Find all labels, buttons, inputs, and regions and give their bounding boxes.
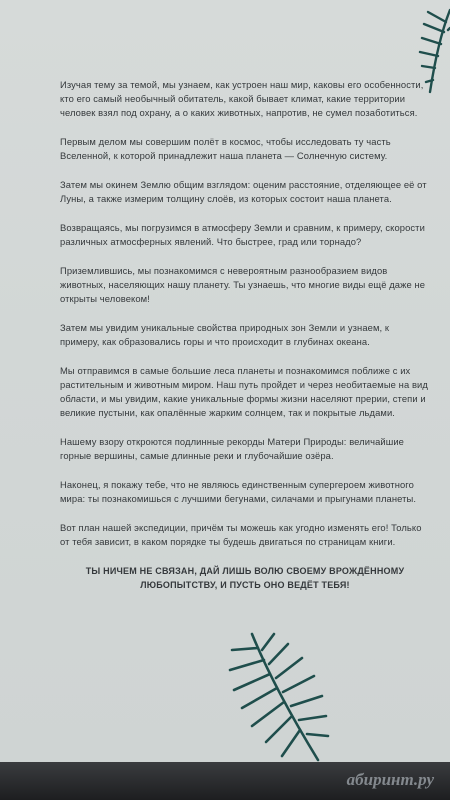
paragraph: Нашему взору откроются подлинные рекорды Матери Природы: величайшие горные вершины, самые длинные реки и глубочайшие озёра. (60, 436, 404, 461)
paragraph: Затем мы увидим уникальные свойства природных зон Земли и узнаем, к примеру, как образовались горы и что происходит в глубинах океана. (60, 322, 390, 347)
paragraph: Первым делом мы совершим полёт в космос, чтобы исследовать ту часть Вселенной, к которой принадлежит наша планета — Солнечную систему. (60, 136, 391, 161)
closing-slogan: ТЫ НИЧЕМ НЕ СВЯЗАН, ДАЙ ЛИШЬ ВОЛЮ СВОЕМУ ВРОЖДЁННОМУ ЛЮБОПЫТСТВУ, И ПУСТЬ ОНО ВЕДЁТ ТЕБЯ! (85, 566, 405, 590)
palm-leaf-icon (222, 628, 332, 762)
paragraph: Мы отправимся в самые большие леса планеты и познакомимся поближе с их растительным и животным миром. Наш путь пройдет и через необитаемые на вид области, и мы увидим, какие уникальные формы жизни населяют прерии, степи и великие пустыни, как опалённые жарким солнцем, так и покрытые льдами. (60, 365, 428, 418)
paragraph: Возвращаясь, мы погрузимся в атмосферу Земли и сравним, к примеру, скорости различных атмосферных явлений. Что быстрее, град или торнадо? (60, 222, 425, 247)
paragraph: Изучая тему за темой, мы узнаем, как устроен наш мир, каковы его особенности, кто его самый необычный обитатель, какой бывает климат, какие территории человек взял под охрану, а о каких животных, напротив, не сумел позаботиться. (60, 79, 424, 118)
watermark: абиринт.ру (346, 770, 434, 789)
paragraph: Затем мы окинем Землю общим взглядом: оценим расстояние, отделяющее её от Луны, а также измерим толщину слоёв, из которых состоит наша планета. (60, 179, 427, 204)
paragraph: Наконец, я покажу тебе, что не являюсь единственным супергероем животного мира: ты познакомишься с лучшими бегунами, силачами и прыгунами планеты. (60, 479, 417, 504)
intro-text (60, 78, 430, 607)
paragraph: Вот план нашей экспедиции, причём ты можешь как угодно изменять его! Только от тебя зависит, в каком порядке ты будешь двигаться по страницам книги. (60, 522, 422, 547)
paragraph: Приземлившись, мы познакомимся с невероятным разнообразием видов животных, населяющих нашу планету. Ты узнаешь, что многие виды ещё даже не открыты человеком! (60, 265, 426, 304)
